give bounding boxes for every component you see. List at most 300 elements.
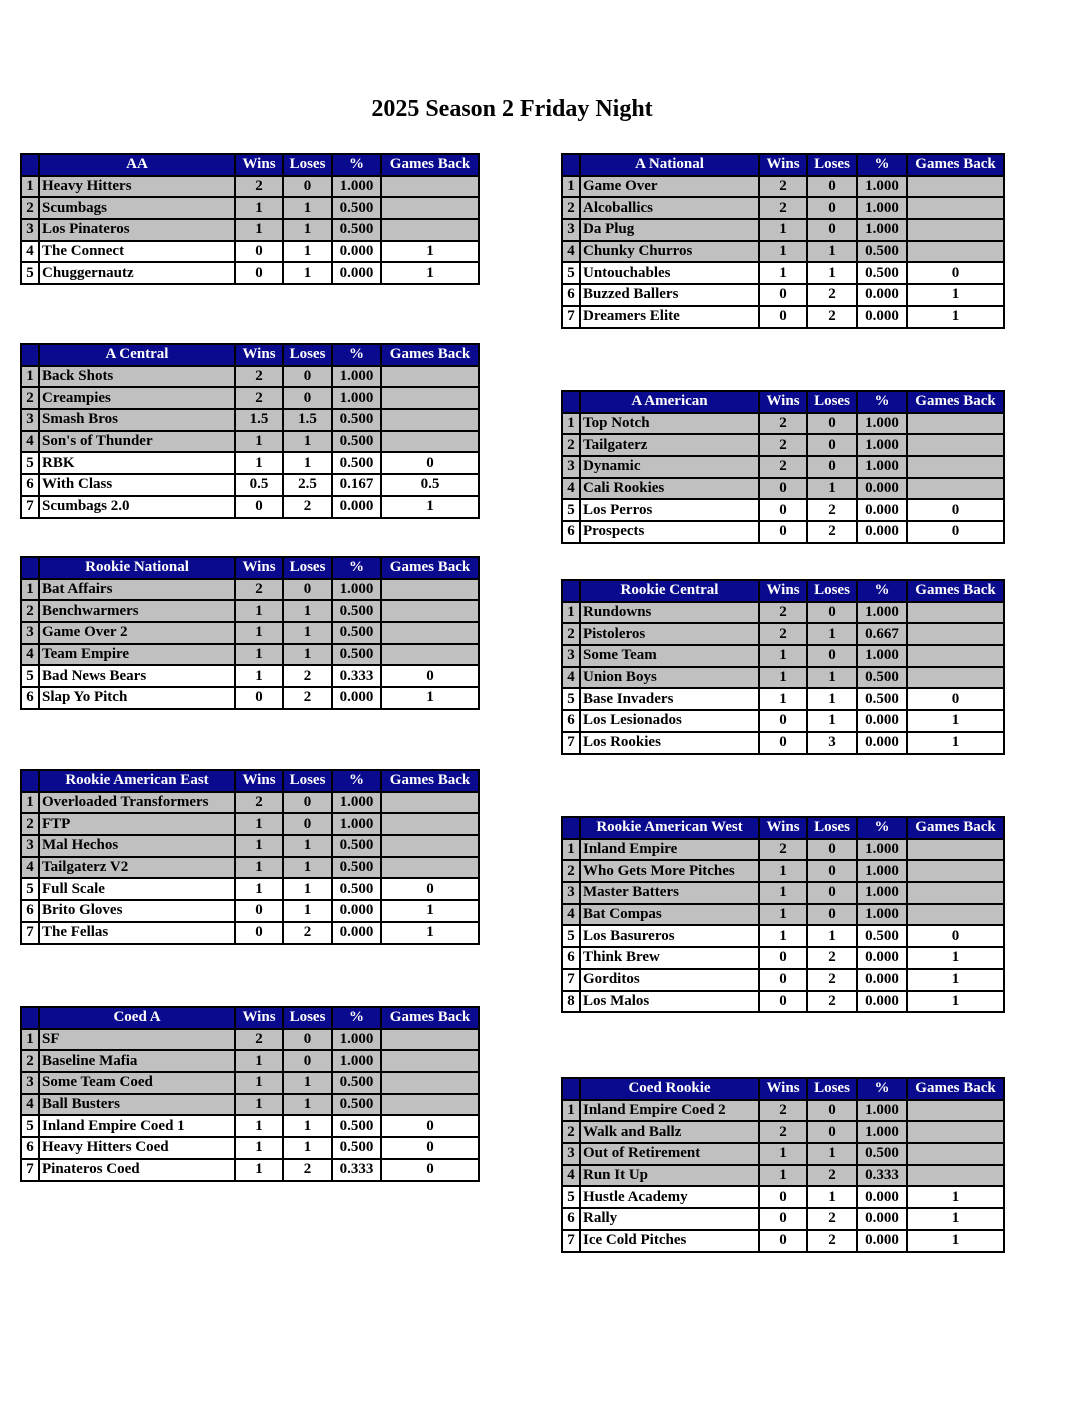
table-row xyxy=(21,579,479,601)
wins-cell: 2 xyxy=(759,1121,807,1143)
table-row xyxy=(21,452,479,474)
rank-cell: 4 xyxy=(21,241,39,263)
header-spacer xyxy=(21,1007,39,1029)
column-header: % xyxy=(857,1078,907,1100)
games-back-cell: 1 xyxy=(907,947,1004,969)
table-row xyxy=(562,1208,1004,1230)
rank-cell: 7 xyxy=(562,1230,580,1252)
rank-cell: 3 xyxy=(21,219,39,241)
team-cell: Baseline Mafia xyxy=(39,1050,235,1072)
table-row xyxy=(562,1165,1004,1187)
loses-cell: 2 xyxy=(807,1208,857,1230)
pct-cell: 0.500 xyxy=(332,835,381,857)
pct-cell: 0.500 xyxy=(332,452,381,474)
column-header: % xyxy=(857,391,907,413)
rank-cell: 1 xyxy=(21,176,39,198)
loses-cell: 0 xyxy=(283,813,332,835)
pct-cell: 0.000 xyxy=(857,306,907,328)
games-back-cell: 1 xyxy=(381,900,479,922)
team-cell: Bat Compas xyxy=(580,904,759,926)
team-cell: Who Gets More Pitches xyxy=(580,860,759,882)
loses-cell: 0 xyxy=(283,1029,332,1051)
pct-cell: 0.667 xyxy=(857,623,907,645)
pct-cell: 1.000 xyxy=(857,839,907,861)
games-back-cell xyxy=(907,434,1004,456)
games-back-cell xyxy=(907,1100,1004,1122)
header-spacer xyxy=(562,817,580,839)
team-cell: Overloaded Transformers xyxy=(39,792,235,814)
loses-cell: 0 xyxy=(807,882,857,904)
wins-cell: 0 xyxy=(759,1186,807,1208)
games-back-cell: 1 xyxy=(381,241,479,263)
column-header: Loses xyxy=(807,580,857,602)
pct-cell: 1.000 xyxy=(332,1029,381,1051)
games-back-cell xyxy=(907,645,1004,667)
wins-cell: 2 xyxy=(759,434,807,456)
wins-cell: 0 xyxy=(759,710,807,732)
wins-cell: 2 xyxy=(759,839,807,861)
team-cell: Scumbags 2.0 xyxy=(39,496,235,518)
wins-cell: 0 xyxy=(759,1230,807,1252)
loses-cell: 0 xyxy=(807,434,857,456)
table-row xyxy=(21,1050,479,1072)
pct-cell: 1.000 xyxy=(857,1121,907,1143)
table-row xyxy=(562,219,1004,241)
team-cell: Brito Gloves xyxy=(39,900,235,922)
team-cell: Scumbags xyxy=(39,197,235,219)
games-back-cell xyxy=(907,623,1004,645)
wins-cell: 2 xyxy=(235,176,283,198)
wins-cell: 1 xyxy=(759,688,807,710)
column-header: Loses xyxy=(283,154,332,176)
loses-cell: 2 xyxy=(807,969,857,991)
table-row xyxy=(21,878,479,900)
table-header-row xyxy=(562,817,1004,839)
wins-cell: 0 xyxy=(759,521,807,543)
pct-cell: 1.000 xyxy=(332,813,381,835)
team-cell: Dynamic xyxy=(580,456,759,478)
team-cell: Rundowns xyxy=(580,602,759,624)
table-row xyxy=(21,857,479,879)
wins-cell: 1 xyxy=(235,1115,283,1137)
loses-cell: 1 xyxy=(283,878,332,900)
loses-cell: 0 xyxy=(807,1121,857,1143)
pct-cell: 0.000 xyxy=(332,496,381,518)
loses-cell: 0 xyxy=(283,387,332,409)
loses-cell: 2 xyxy=(283,922,332,944)
wins-cell: 0 xyxy=(235,687,283,709)
pct-cell: 0.000 xyxy=(332,262,381,284)
pct-cell: 0.000 xyxy=(857,284,907,306)
pct-cell: 1.000 xyxy=(857,882,907,904)
pct-cell: 0.500 xyxy=(332,600,381,622)
table-row xyxy=(562,176,1004,198)
wins-cell: 1 xyxy=(235,1159,283,1181)
games-back-cell: 0 xyxy=(907,262,1004,284)
games-back-cell xyxy=(907,1143,1004,1165)
games-back-cell xyxy=(381,1029,479,1051)
column-header: Wins xyxy=(759,1078,807,1100)
wins-cell: 0 xyxy=(235,262,283,284)
rank-cell: 2 xyxy=(562,197,580,219)
column-header: Games Back xyxy=(907,817,1004,839)
table-row xyxy=(21,1115,479,1137)
column-header: Loses xyxy=(283,344,332,366)
loses-cell: 1 xyxy=(807,241,857,263)
pct-cell: 0.000 xyxy=(857,521,907,543)
games-back-cell: 0 xyxy=(381,1137,479,1159)
column-header: Loses xyxy=(283,557,332,579)
header-spacer xyxy=(562,391,580,413)
pct-cell: 0.500 xyxy=(332,197,381,219)
team-cell: Slap Yo Pitch xyxy=(39,687,235,709)
games-back-cell: 0 xyxy=(381,1159,479,1181)
games-back-cell xyxy=(381,600,479,622)
team-cell: Los Basureros xyxy=(580,925,759,947)
pct-cell: 1.000 xyxy=(332,1050,381,1072)
games-back-cell: 0 xyxy=(907,925,1004,947)
pct-cell: 0.000 xyxy=(857,969,907,991)
games-back-cell xyxy=(907,904,1004,926)
pct-cell: 1.000 xyxy=(332,579,381,601)
page-title: 2025 Season 2 Friday Night xyxy=(371,96,653,122)
pct-cell: 0.500 xyxy=(332,409,381,431)
wins-cell: 0 xyxy=(759,478,807,500)
loses-cell: 0 xyxy=(807,860,857,882)
team-cell: Los Lesionados xyxy=(580,710,759,732)
loses-cell: 1 xyxy=(283,1115,332,1137)
table-row xyxy=(21,241,479,263)
loses-cell: 1 xyxy=(283,622,332,644)
team-cell: Tailgaterz xyxy=(580,434,759,456)
wins-cell: 1 xyxy=(759,882,807,904)
pct-cell: 0.500 xyxy=(332,857,381,879)
pct-cell: 0.500 xyxy=(332,1137,381,1159)
team-cell: Buzzed Ballers xyxy=(580,284,759,306)
pct-cell: 0.000 xyxy=(857,732,907,754)
games-back-cell xyxy=(381,835,479,857)
games-back-cell xyxy=(381,1072,479,1094)
rank-cell: 4 xyxy=(562,241,580,263)
pct-cell: 1.000 xyxy=(332,792,381,814)
division-name: A American xyxy=(580,391,759,413)
table-row xyxy=(21,176,479,198)
table-row xyxy=(562,241,1004,263)
team-cell: Master Batters xyxy=(580,882,759,904)
rank-cell: 6 xyxy=(562,710,580,732)
table-row xyxy=(21,474,479,496)
team-cell: Son's of Thunder xyxy=(39,431,235,453)
wins-cell: 1 xyxy=(759,1165,807,1187)
rank-cell: 3 xyxy=(562,219,580,241)
table-row xyxy=(562,710,1004,732)
pct-cell: 0.000 xyxy=(857,1230,907,1252)
column-header: Games Back xyxy=(381,1007,479,1029)
team-cell: Out of Retirement xyxy=(580,1143,759,1165)
rank-cell: 6 xyxy=(562,947,580,969)
loses-cell: 2 xyxy=(807,284,857,306)
division-name: Rookie National xyxy=(39,557,235,579)
loses-cell: 0 xyxy=(283,1050,332,1072)
team-cell: Inland Empire Coed 2 xyxy=(580,1100,759,1122)
pct-cell: 0.000 xyxy=(332,687,381,709)
rank-cell: 1 xyxy=(562,1100,580,1122)
pct-cell: 0.000 xyxy=(332,900,381,922)
wins-cell: 1 xyxy=(235,452,283,474)
loses-cell: 0 xyxy=(807,456,857,478)
wins-cell: 2 xyxy=(759,1100,807,1122)
team-cell: Tailgaterz V2 xyxy=(39,857,235,879)
header-spacer xyxy=(21,154,39,176)
table-row xyxy=(562,521,1004,543)
division-name: Rookie Central xyxy=(580,580,759,602)
rank-cell: 3 xyxy=(21,1072,39,1094)
team-cell: Hustle Academy xyxy=(580,1186,759,1208)
rank-cell: 1 xyxy=(562,176,580,198)
games-back-cell xyxy=(907,860,1004,882)
table-row xyxy=(21,600,479,622)
table-row xyxy=(21,431,479,453)
rank-cell: 3 xyxy=(21,622,39,644)
table-row xyxy=(21,644,479,666)
pct-cell: 0.500 xyxy=(332,219,381,241)
rank-cell: 1 xyxy=(562,839,580,861)
table-row xyxy=(562,947,1004,969)
pct-cell: 0.000 xyxy=(857,1186,907,1208)
games-back-cell xyxy=(381,176,479,198)
games-back-cell xyxy=(907,839,1004,861)
loses-cell: 1 xyxy=(807,478,857,500)
rank-cell: 7 xyxy=(562,969,580,991)
column-header: Loses xyxy=(807,1078,857,1100)
table-header-row xyxy=(562,391,1004,413)
column-header: Games Back xyxy=(381,770,479,792)
wins-cell: 2 xyxy=(759,197,807,219)
rank-cell: 6 xyxy=(562,521,580,543)
games-back-cell xyxy=(381,387,479,409)
loses-cell: 0 xyxy=(807,839,857,861)
wins-cell: 1 xyxy=(235,1050,283,1072)
games-back-cell xyxy=(907,1121,1004,1143)
pct-cell: 1.000 xyxy=(857,602,907,624)
rank-cell: 6 xyxy=(21,1137,39,1159)
wins-cell: 0.5 xyxy=(235,474,283,496)
standings-table-rookie-american-west xyxy=(561,816,1005,1013)
wins-cell: 0 xyxy=(235,900,283,922)
pct-cell: 0.167 xyxy=(332,474,381,496)
games-back-cell xyxy=(907,197,1004,219)
team-cell: Walk and Ballz xyxy=(580,1121,759,1143)
rank-cell: 5 xyxy=(21,1115,39,1137)
team-cell: The Connect xyxy=(39,241,235,263)
rank-cell: 7 xyxy=(562,732,580,754)
division-name: Rookie American East xyxy=(39,770,235,792)
table-row xyxy=(562,413,1004,435)
team-cell: Prospects xyxy=(580,521,759,543)
pct-cell: 1.000 xyxy=(857,434,907,456)
team-cell: Pinateros Coed xyxy=(39,1159,235,1181)
table-row xyxy=(562,688,1004,710)
wins-cell: 1 xyxy=(235,219,283,241)
rank-cell: 5 xyxy=(562,1186,580,1208)
column-header: Games Back xyxy=(907,154,1004,176)
column-header: Games Back xyxy=(907,1078,1004,1100)
division-name: Rookie American West xyxy=(580,817,759,839)
rank-cell: 1 xyxy=(562,413,580,435)
column-header: % xyxy=(332,1007,381,1029)
team-cell: Alcoballics xyxy=(580,197,759,219)
games-back-cell: 0 xyxy=(907,499,1004,521)
loses-cell: 1 xyxy=(283,262,332,284)
games-back-cell xyxy=(381,197,479,219)
team-cell: Heavy Hitters xyxy=(39,176,235,198)
loses-cell: 2 xyxy=(807,991,857,1013)
team-cell: Game Over 2 xyxy=(39,622,235,644)
pct-cell: 0.000 xyxy=(857,710,907,732)
table-row xyxy=(562,434,1004,456)
team-cell: Run It Up xyxy=(580,1165,759,1187)
rank-cell: 3 xyxy=(562,645,580,667)
loses-cell: 2 xyxy=(807,306,857,328)
wins-cell: 2 xyxy=(759,413,807,435)
pct-cell: 1.000 xyxy=(332,366,381,388)
pct-cell: 0.000 xyxy=(857,499,907,521)
table-row xyxy=(21,366,479,388)
wins-cell: 0 xyxy=(235,922,283,944)
wins-cell: 0 xyxy=(759,306,807,328)
pct-cell: 0.500 xyxy=(332,1094,381,1116)
loses-cell: 1 xyxy=(807,623,857,645)
rank-cell: 1 xyxy=(21,792,39,814)
table-row xyxy=(21,219,479,241)
wins-cell: 0 xyxy=(759,947,807,969)
rank-cell: 5 xyxy=(21,665,39,687)
rank-cell: 1 xyxy=(562,602,580,624)
team-cell: Full Scale xyxy=(39,878,235,900)
division-name: A National xyxy=(580,154,759,176)
table-header-row xyxy=(21,557,479,579)
column-header: % xyxy=(857,154,907,176)
table-row xyxy=(21,687,479,709)
table-row xyxy=(21,262,479,284)
standings-table-rookie-central xyxy=(561,579,1005,755)
rank-cell: 5 xyxy=(21,878,39,900)
loses-cell: 1 xyxy=(807,1186,857,1208)
games-back-cell xyxy=(907,413,1004,435)
rank-cell: 2 xyxy=(562,860,580,882)
rank-cell: 1 xyxy=(21,579,39,601)
table-header-row xyxy=(21,154,479,176)
pct-cell: 0.333 xyxy=(332,665,381,687)
loses-cell: 1 xyxy=(807,667,857,689)
rank-cell: 2 xyxy=(21,600,39,622)
wins-cell: 2 xyxy=(235,387,283,409)
table-row xyxy=(562,478,1004,500)
table-row xyxy=(562,602,1004,624)
games-back-cell: 1 xyxy=(907,1230,1004,1252)
wins-cell: 0 xyxy=(759,969,807,991)
table-header-row xyxy=(21,344,479,366)
loses-cell: 0 xyxy=(283,176,332,198)
pct-cell: 0.500 xyxy=(857,262,907,284)
team-cell: Los Pinateros xyxy=(39,219,235,241)
loses-cell: 1 xyxy=(283,197,332,219)
wins-cell: 2 xyxy=(235,366,283,388)
games-back-cell xyxy=(381,792,479,814)
pct-cell: 0.500 xyxy=(332,878,381,900)
team-cell: Cali Rookies xyxy=(580,478,759,500)
column-header: Wins xyxy=(235,557,283,579)
games-back-cell xyxy=(907,219,1004,241)
column-header: % xyxy=(857,817,907,839)
team-cell: Chunky Churros xyxy=(580,241,759,263)
column-header: % xyxy=(332,770,381,792)
pct-cell: 1.000 xyxy=(857,413,907,435)
column-header: % xyxy=(332,154,381,176)
loses-cell: 1.5 xyxy=(283,409,332,431)
table-row xyxy=(21,1029,479,1051)
rank-cell: 5 xyxy=(562,688,580,710)
table-row xyxy=(562,1100,1004,1122)
table-row xyxy=(562,306,1004,328)
games-back-cell xyxy=(907,882,1004,904)
wins-cell: 1 xyxy=(235,857,283,879)
games-back-cell xyxy=(381,1094,479,1116)
standings-table-a-central xyxy=(20,343,480,519)
pct-cell: 0.333 xyxy=(332,1159,381,1181)
header-spacer xyxy=(562,1078,580,1100)
pct-cell: 0.333 xyxy=(857,1165,907,1187)
team-cell: FTP xyxy=(39,813,235,835)
pct-cell: 0.000 xyxy=(332,241,381,263)
pct-cell: 0.500 xyxy=(857,688,907,710)
rank-cell: 4 xyxy=(562,667,580,689)
rank-cell: 1 xyxy=(21,366,39,388)
pct-cell: 0.000 xyxy=(857,478,907,500)
rank-cell: 4 xyxy=(562,1165,580,1187)
loses-cell: 1 xyxy=(283,835,332,857)
team-cell: Some Team Coed xyxy=(39,1072,235,1094)
games-back-cell: 1 xyxy=(381,922,479,944)
column-header: Games Back xyxy=(381,557,479,579)
loses-cell: 1 xyxy=(283,600,332,622)
wins-cell: 1 xyxy=(235,644,283,666)
games-back-cell xyxy=(907,478,1004,500)
loses-cell: 0 xyxy=(283,366,332,388)
rank-cell: 6 xyxy=(21,474,39,496)
games-back-cell xyxy=(907,456,1004,478)
wins-cell: 0 xyxy=(235,496,283,518)
games-back-cell: 1 xyxy=(907,1186,1004,1208)
team-cell: Benchwarmers xyxy=(39,600,235,622)
rank-cell: 2 xyxy=(562,623,580,645)
pct-cell: 1.000 xyxy=(857,219,907,241)
loses-cell: 0 xyxy=(807,904,857,926)
header-spacer xyxy=(21,344,39,366)
wins-cell: 1 xyxy=(235,835,283,857)
team-cell: The Fellas xyxy=(39,922,235,944)
table-header-row xyxy=(562,1078,1004,1100)
division-name: A Central xyxy=(39,344,235,366)
pct-cell: 1.000 xyxy=(857,645,907,667)
loses-cell: 2.5 xyxy=(283,474,332,496)
rank-cell: 7 xyxy=(21,922,39,944)
games-back-cell: 1 xyxy=(907,969,1004,991)
team-cell: Untouchables xyxy=(580,262,759,284)
pct-cell: 1.000 xyxy=(857,456,907,478)
games-back-cell: 1 xyxy=(381,262,479,284)
pct-cell: 1.000 xyxy=(332,387,381,409)
